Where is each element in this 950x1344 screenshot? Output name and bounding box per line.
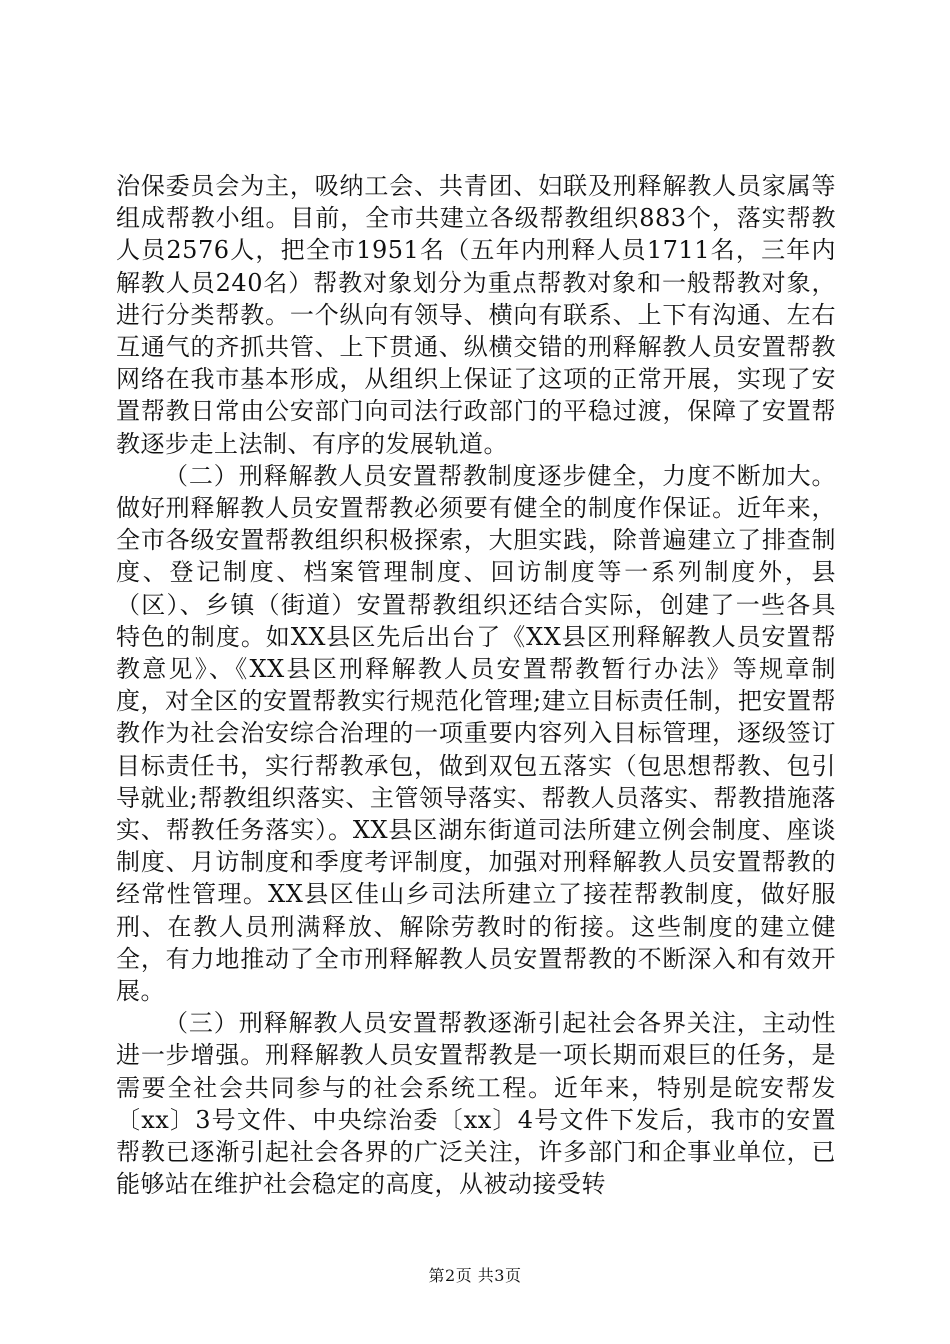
page-number-label: 第2页 共3页: [428, 1266, 522, 1285]
paragraph-section-2: （二）刑释解教人员安置帮教制度逐步健全，力度不断加大。做好刑释解教人员安置帮教必须要有健全的制度作保证。近年来，全市各级安置帮教组织积极探索，大胆实践，除普遍建立了排查制度、登记制度、档案管理制度、回访制度等一系列制度外，县（区）、乡镇（街道）安置帮教组织还结合实际，创建了一些各具特色的制度。如XX县区先后出台了《XX县区刑释解教人员安置帮教意见》、《XX县区刑释解教人员安置帮教暂行办法》等规章制度，对全区的安置帮教实行规范化管理;建立目标责任制，把安置帮教作为社会治安综合治理的一项重要内容列入目标管理，逐级签订目标责任书，实行帮教承包，做到双包五落实（包思想帮教、包引导就业;帮教组织落实、主管领导落实、帮教人员落实、帮教措施落实、帮教任务落实）。XX县区湖东街道司法所建立例会制度、座谈制度、月访制度和季度考评制度，加强对刑释解教人员安置帮教的经常性管理。XX县区佳山乡司法所建立了接茬帮教制度，做好服刑、在教人员刑满释放、解除劳教时的衔接。这些制度的建立健全，有力地推动了全市刑释解教人员安置帮教的不断深入和有效开展。: [116, 461, 836, 1006]
paragraph-section-3: （三）刑释解教人员安置帮教逐渐引起社会各界关注，主动性进一步增强。刑释解教人员安置帮教是一项长期而艰巨的任务，是需要全社会共同参与的社会系统工程。近年来，特别是皖安帮发〔xx〕3号文件、中央综治委〔xx〕4号文件下发后，我市的安置帮教已逐渐引起社会各界的广泛关注，许多部门和企事业单位，已能够站在维护社会稳定的高度，从被动接受转: [116, 1009, 836, 1199]
document-body: [116, 170, 836, 1201]
paragraph-continuation: 治保委员会为主，吸纳工会、共青团、妇联及刑释解教人员家属等组成帮教小组。目前，全市共建立各级帮教组织883个，落实帮教人员2576人，把全市1951名（五年内刑释人员1711名，三年内解教人员240名）帮教对象划分为重点帮教对象和一般帮教对象，进行分类帮教。一个纵向有领导、横向有联系、上下有沟通、左右互通气的齐抓共管、上下贯通、纵横交错的刑释解教人员安置帮教网络在我市基本形成，从组织上保证了这项的正常开展，实现了安置帮教日常由公安部门向司法行政部门的平稳过渡，保障了安置帮教逐步走上法制、有序的发展轨道。: [116, 172, 836, 458]
page-footer: [0, 1263, 950, 1286]
